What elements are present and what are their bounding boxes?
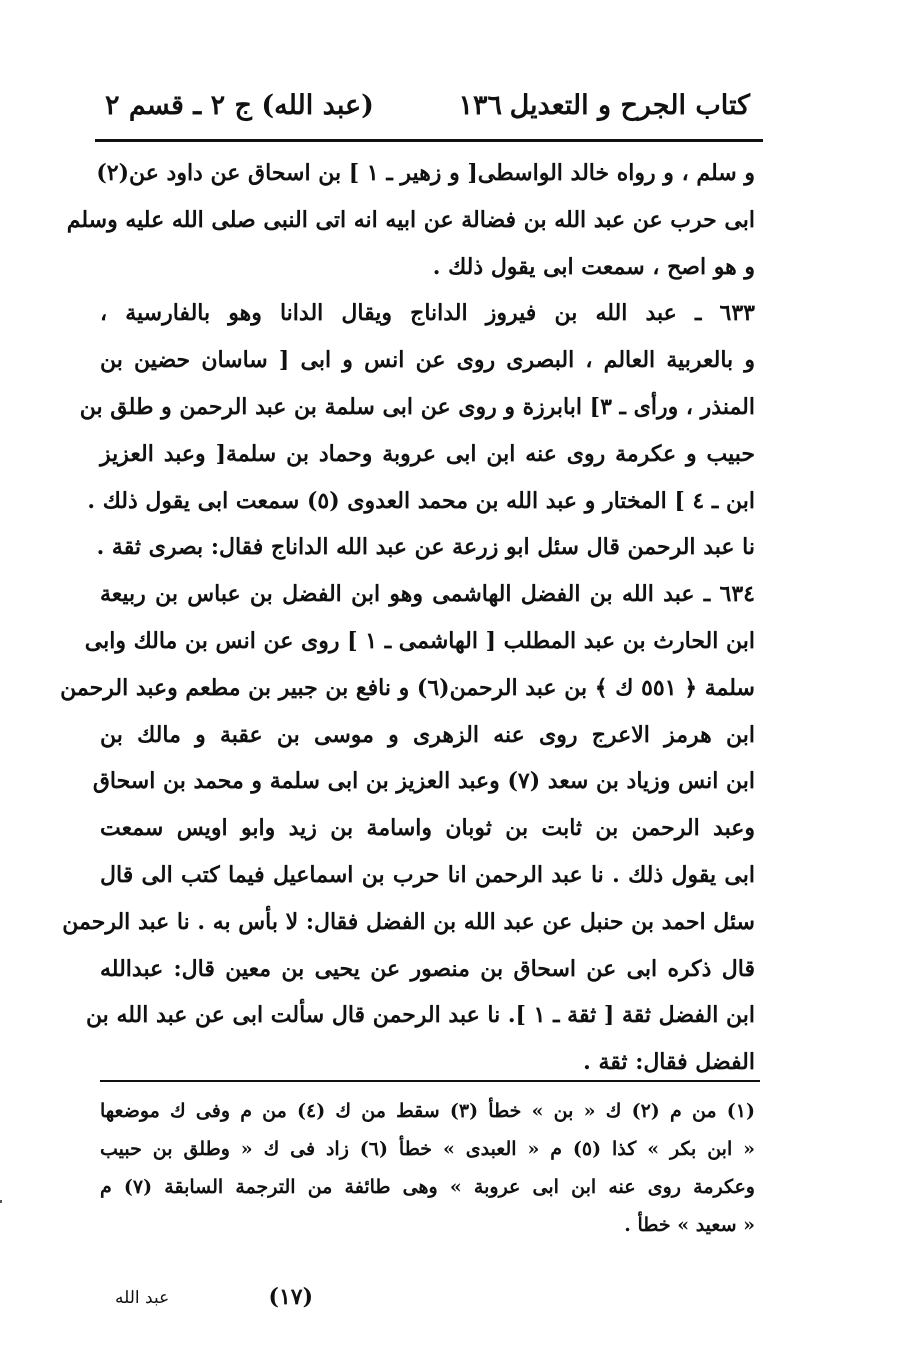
- footnote-line: (١) من م (٢) ك « بن » خطأ (٣) سقط من ك (٤) من م وفى ك موضعها: [100, 1100, 756, 1122]
- text-line: ابن ـ ٤ ] المختار و عبد الله بن محمد العدوى (٥) سمعت ابى يقول ذلك .: [87, 487, 755, 514]
- text-line: سلمة ﴿ ٥٥١ ك ﴾ بن عبد الرحمن(٦) و نافع بن جبير بن مطعم وعبد الرحمن: [60, 674, 755, 701]
- text-line: ابن هرمز الاعرج روى عنه الزهرى و موسى بن عقبة و مالك بن: [100, 721, 755, 748]
- entry-634-heading: ٦٣٤ ـ عبد الله بن الفضل الهاشمى وهو ابن الفضل بن عباس بن ربيعة: [100, 581, 755, 608]
- signature-number: (١٧): [268, 1284, 313, 1310]
- scan-mark: [0, 1200, 2, 1203]
- catchword: عبد الله: [115, 1288, 170, 1308]
- footnote-line: « ابن بكر » كذا (٥) م « العبدى » خطأ (٦) زاد فى ك « وطلق بن حبيب: [100, 1138, 756, 1160]
- text-line: ابى يقول ذلك . نا عبد الرحمن انا حرب بن اسماعيل فيما كتب الى قال: [100, 861, 755, 888]
- page-footer: [95, 1282, 335, 1322]
- text-line: و سلم ، و رواه خالد الواسطى[ و زهير ـ ١ ] بن اسحاق عن داود عن(٢): [96, 160, 755, 186]
- footnote-line: « سعيد » خطأ .: [624, 1214, 755, 1236]
- main-text: [60, 150, 755, 1086]
- text-line: ابن الحارث بن عبد المطلب [ الهاشمى ـ ١ ] روى عن انس بن مالك وابى: [84, 627, 755, 654]
- text-line: سئل احمد بن حنبل عن عبد الله بن الفضل فقال: لا بأس به . نا عبد الرحمن: [62, 908, 755, 935]
- footnotes: [100, 1092, 755, 1244]
- text-line: حبيب و عكرمة روى عنه ابن ابى عروبة وحماد بن سلمة[ وعبد العزيز: [100, 440, 755, 467]
- running-header: [95, 84, 760, 134]
- text-line: وعبد الرحمن بن ثابت بن ثوبان واسامة بن زيد وابو اويس سمعت: [100, 815, 755, 842]
- book-title: كتاب الجرح و التعديل: [509, 90, 750, 121]
- page-number: ١٣٦: [458, 90, 502, 121]
- footnote-rule: [100, 1080, 760, 1082]
- entry-633-heading: ٦٣٣ ـ عبد الله بن فيروز الداناج ويقال الدانا وهو بالفارسية ،: [100, 300, 755, 327]
- header-rule: [95, 139, 763, 142]
- text-line: المنذر ، ورأى ـ ٣] ابابرزة و روى عن ابى سلمة بن عبد الرحمن و طلق بن: [79, 393, 755, 420]
- text-line: نا عبد الرحمن قال سئل ابو زرعة عن عبد الله الداناج فقال: بصرى ثقة .: [96, 534, 755, 561]
- text-line: و بالعربية العالم ، البصرى روى عن انس و ابى [ ساسان حضين بن: [100, 347, 755, 374]
- text-line: ابى حرب عن عبد الله بن فضالة عن ابيه انه اتى النبى صلى الله عليه وسلم: [66, 206, 755, 233]
- text-line: قال ذكره ابى عن اسحاق بن منصور عن يحيى بن معين قال: عبدالله: [100, 955, 755, 982]
- text-line: و هو اصح ، سمعت ابى يقول ذلك .: [432, 253, 755, 280]
- text-line: الفضل فقال: ثقة .: [583, 1049, 755, 1076]
- footnote-line: وعكرمة روى عنه ابن ابى عروبة » وهى طائفة من الترجمة السابقة (٧) م: [100, 1176, 755, 1198]
- text-line: ابن الفضل ثقة [ ثقة ـ ١ ]. نا عبد الرحمن قال سألت ابى عن عبد الله بن: [85, 1002, 755, 1029]
- section-label: (عبد الله) ج ٢ ـ قسم ٢: [105, 90, 374, 121]
- text-line: ابن انس وزياد بن سعد (٧) وعبد العزيز بن ابى سلمة و محمد بن اسحاق: [92, 768, 755, 795]
